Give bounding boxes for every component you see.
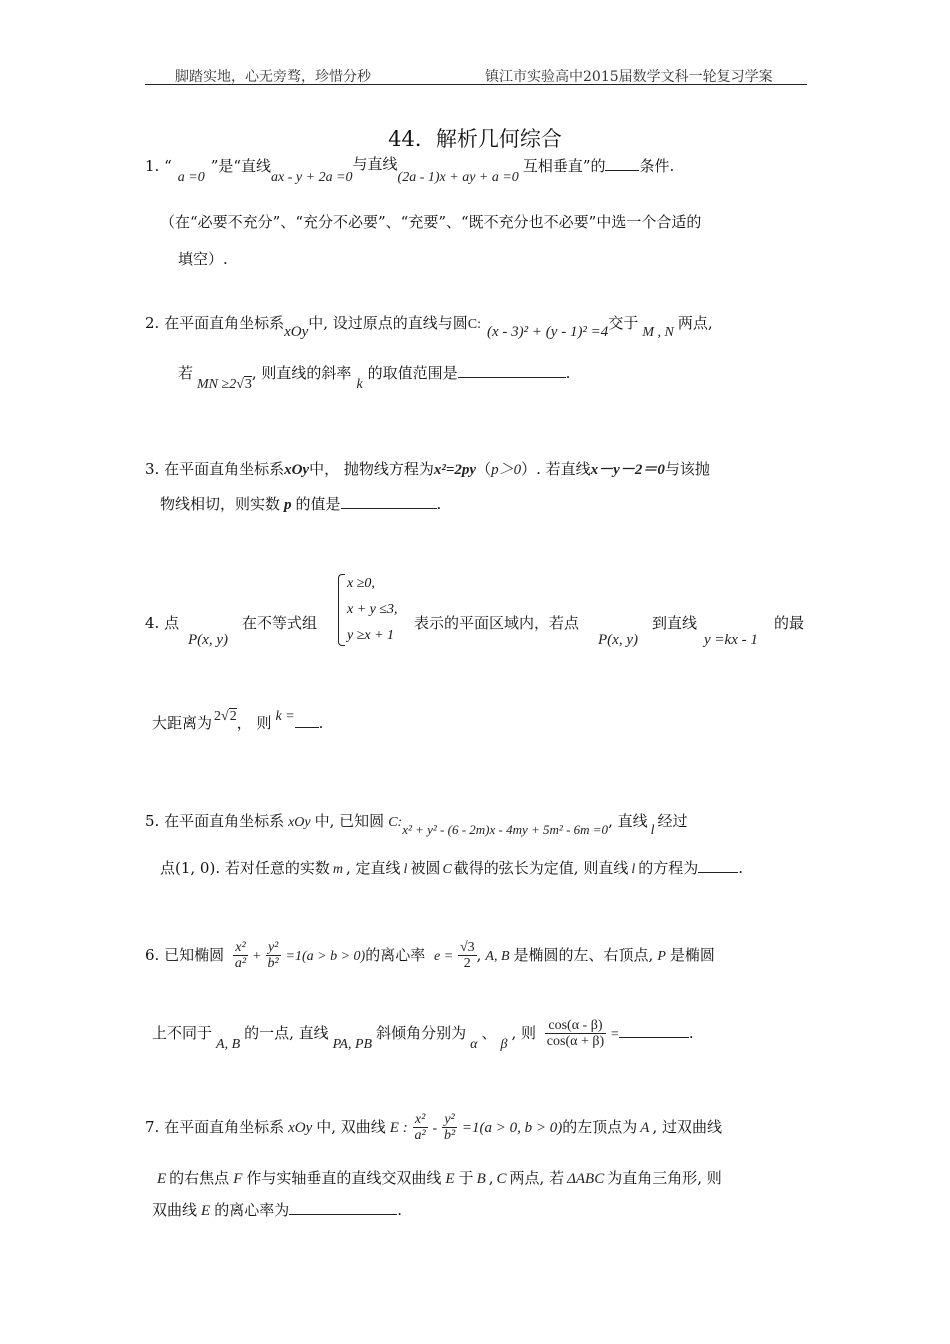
q1-line-eq-1: ax - y + 2a =0 — [271, 170, 353, 185]
q7-text: , 过双曲线 — [652, 1117, 723, 1136]
q5-m-symbol: m — [332, 862, 343, 877]
q6-answer-blank[interactable] — [619, 1025, 689, 1038]
q1-answer-blank[interactable] — [605, 158, 639, 171]
q1-condition: a =0 — [177, 170, 205, 185]
q6-text: , 则 — [511, 1023, 536, 1042]
q7-triangle: ΔABC — [567, 1171, 605, 1187]
q2-coord-system: xOy — [284, 324, 309, 340]
q3-text: ）. 若直线 — [521, 460, 591, 478]
q5-text: 的方程为 — [638, 859, 699, 877]
q1-text: 互相垂直”的 — [522, 157, 606, 175]
q5-text: 中, 已知圆 — [314, 812, 385, 830]
q6-frac-num: cos(α - β) — [545, 1018, 606, 1034]
q6-frac-num: √3 — [459, 940, 475, 955]
q4-text: 大距离为 — [152, 714, 213, 732]
q6-vertices: A, B — [485, 948, 510, 964]
q5-circle-equation: x² + y² - (6 - 2m)x - 4my + 5m² - 6m =0 — [402, 822, 609, 837]
q3-line2 — [160, 493, 441, 514]
q6-alpha: α — [470, 1036, 478, 1052]
q6-text: 6. 已知椭圆 — [145, 945, 225, 964]
q2-text: , 则直线的斜率 — [251, 364, 352, 382]
q6-beta: β — [500, 1036, 508, 1052]
q7-fraction-y — [442, 1112, 457, 1144]
q1-text: ”是“直线 — [210, 157, 272, 175]
q7-answer-blank[interactable] — [289, 1202, 397, 1215]
q6-fraction-ratio — [545, 1018, 606, 1050]
q5-text: 被圆 — [410, 859, 441, 877]
q3-text: 的值是 — [295, 495, 341, 513]
q1-number: 1. “ — [145, 157, 172, 175]
q7-text: , — [488, 1169, 494, 1187]
q5-line-symbol: l — [403, 862, 408, 877]
q7-line2 — [157, 1167, 722, 1188]
q7-frac-den: b² — [443, 1128, 456, 1144]
q3-condition: p＞0 — [491, 462, 522, 478]
q6-frac-den: a² — [234, 956, 247, 972]
q7-minus: - — [432, 1120, 438, 1136]
q2-text: 两点, — [677, 314, 713, 332]
q3-line1 — [145, 458, 710, 479]
q3-text: 中， 抛物线方程为 — [309, 460, 434, 478]
q6-frac-num: x² — [233, 940, 248, 956]
q6-text: 的离心率 — [365, 945, 426, 964]
q5-coord-system: xOy — [288, 815, 311, 830]
header-motto: 脚踏实地，心无旁骛，珍惜分秒 — [175, 69, 371, 85]
q7-frac-num: y² — [442, 1112, 457, 1128]
q6-plus: + — [252, 948, 261, 964]
q5-circle-name: C: — [388, 815, 403, 830]
q4-sqrt-icon: √ — [221, 709, 229, 724]
q6-frac-num: y² — [266, 940, 281, 956]
q7-text: 中, 双曲线 — [316, 1117, 386, 1136]
q6-frac-den: 2 — [463, 956, 471, 972]
q4-inequality-3: y ≥x + 1 — [347, 628, 395, 643]
q2-circle-equation: (x - 3)² + (y - 1)² =4 — [487, 324, 609, 340]
header-rule — [145, 84, 807, 85]
q3-answer-blank[interactable] — [341, 496, 437, 509]
q6-text: 的一点, 直线 — [244, 1023, 329, 1042]
q4-sqrt-value: 2 — [229, 709, 237, 724]
q6-lines: PA, PB — [332, 1036, 373, 1052]
q7-point-a: A — [640, 1119, 650, 1136]
q1-text: 与直线 — [352, 155, 398, 173]
q3-text: 与该抛 — [664, 460, 710, 478]
q4-inequality-1: x ≥0, — [347, 576, 375, 591]
q6-equals: = — [610, 1026, 619, 1042]
q7-text: 7. 在平面直角坐标系 — [145, 1117, 285, 1136]
q4-inequality-system — [338, 570, 398, 650]
q4-text: ， 则 — [236, 714, 272, 732]
q2-circle-name: C: — [467, 317, 482, 332]
q6-line1 — [145, 940, 715, 972]
q6-eccentricity: e = — [434, 948, 454, 964]
q5-text: 点(1, 0). 若对任意的实数 — [160, 859, 330, 877]
q7-hyperbola-symbol: E — [201, 1203, 211, 1219]
q5-text: 经过 — [657, 812, 688, 830]
q7-frac-num: x² — [413, 1112, 428, 1128]
header-school: 镇江市实验高中2015届数学文科一轮复习学案 — [485, 69, 773, 85]
q3-coord-system: xOy — [284, 462, 310, 478]
q7-hyperbola-symbol: E — [445, 1171, 455, 1187]
q3-line-equation: x－y－2＝0 — [590, 462, 665, 478]
q2-answer-blank[interactable] — [458, 365, 566, 378]
q7-hyperbola-rhs: =1(a > 0, b > 0) — [461, 1119, 563, 1136]
q6-line2 — [152, 1018, 694, 1050]
q7-point-b: B — [476, 1171, 486, 1187]
q6-text: 、 — [481, 1023, 497, 1042]
q1-line-eq-2: (2a - 1)x + ay + a =0 — [397, 170, 519, 185]
q5-line-symbol: l — [631, 862, 636, 877]
q7-text: 的右焦点 — [169, 1169, 230, 1187]
q2-line1 — [145, 312, 713, 340]
q4-text: 表示的平面区域内，若点 — [414, 614, 580, 632]
q5-line1 — [145, 810, 688, 838]
q6-fraction-e — [458, 940, 477, 972]
q2-text: 中, 设过原点的直线与圆 — [308, 314, 468, 332]
q5-line2 — [160, 857, 743, 878]
q2-text: 交于 — [608, 314, 639, 332]
q6-text: 上不同于 — [152, 1023, 213, 1042]
q4-text-start: 4. 点 — [145, 614, 180, 632]
q4-text: 在不等式组 — [242, 614, 318, 632]
q6-fraction-y — [266, 940, 281, 972]
page-title: 44．解析几何综合 — [388, 127, 562, 151]
q4-point: P(x, y) — [188, 632, 228, 648]
q2-text: 的取值范围是 — [367, 364, 458, 382]
q7-focus: F — [233, 1171, 243, 1187]
q6-text: 是椭圆的左、右顶点, — [513, 945, 654, 964]
q5-text: 截得的弦长为定值, 则直线 — [453, 859, 629, 877]
q6-text: . — [688, 1023, 694, 1042]
q4-k-symbol: k = — [275, 709, 295, 724]
q3-text: 物线相切，则实数 — [160, 495, 281, 513]
q1-note-2: 填空）. — [178, 250, 228, 268]
q3-text: （ — [476, 460, 492, 478]
q4-line-equation: y =kx - 1 — [704, 632, 758, 648]
q6-frac-den: b² — [267, 956, 279, 972]
q2-sqrt-icon: √ — [236, 377, 244, 392]
q6-text: , — [476, 945, 482, 964]
q3-parabola-equation: x²=2py — [433, 462, 477, 478]
q7-point-c: C — [496, 1171, 507, 1187]
q5-line-symbol: l — [650, 823, 655, 838]
q3-text: 3. 在平面直角坐标系 — [145, 460, 285, 478]
q7-coord-system: xOy — [288, 1119, 313, 1136]
q2-line2 — [178, 362, 571, 392]
q4-line2 — [152, 709, 324, 733]
q2-text: . — [565, 364, 571, 382]
q1-line1 — [145, 155, 675, 185]
q7-frac-den: a² — [414, 1128, 426, 1144]
q4-text: . — [318, 714, 324, 732]
q1-text: 条件. — [639, 157, 675, 175]
q5-answer-blank[interactable] — [698, 860, 738, 873]
q6-fraction-x — [233, 940, 248, 972]
q3-param-p: p — [284, 497, 292, 513]
q7-line1 — [145, 1112, 722, 1144]
q7-fraction-x — [413, 1112, 428, 1144]
q7-text: 为直角三角形, 则 — [607, 1169, 722, 1187]
q4-text: 的最 — [774, 614, 805, 632]
q7-text: 的左顶点为 — [562, 1117, 638, 1136]
q7-text: . — [397, 1201, 402, 1219]
q2-text: 若 — [178, 364, 194, 382]
q7-hyperbola-name: E : — [389, 1119, 408, 1136]
q7-text: 的离心率为 — [214, 1201, 290, 1219]
q2-chord-condition: MN ≥2 — [197, 377, 237, 392]
q5-text: . — [738, 859, 744, 877]
q2-points: M , N — [642, 325, 674, 340]
q1-note-1: （在“必要不充分”、“充分不必要”、“充要”、“既不充分也不必要”中选一个合适的 — [160, 213, 702, 231]
q6-vertices: A, B — [216, 1036, 241, 1052]
q6-text: 是椭圆 — [669, 945, 715, 964]
q5-text: , 直线 — [608, 812, 648, 830]
q7-text: 双曲线 — [152, 1201, 198, 1219]
q6-point-p: P — [657, 948, 666, 964]
q2-slope-symbol: k — [356, 377, 363, 392]
q5-text: , 定直线 — [346, 859, 401, 877]
q7-hyperbola-symbol: E — [157, 1171, 167, 1187]
q7-text: 两点, 若 — [509, 1169, 565, 1187]
q2-text: 2. 在平面直角坐标系 — [145, 314, 285, 332]
q4-point-2: P(x, y) — [598, 632, 638, 648]
q2-sqrt-value: 3 — [244, 377, 252, 392]
brace-icon — [338, 574, 345, 646]
q3-text: . — [436, 495, 442, 513]
q7-text: 作与实轴垂直的直线交双曲线 — [246, 1169, 442, 1187]
q6-frac-den: cos(α + β) — [546, 1034, 605, 1050]
q4-distance-coef: 2 — [214, 709, 222, 724]
q6-ellipse-rhs: =1(a > b > 0) — [285, 948, 366, 964]
q5-circle-symbol: C — [442, 862, 452, 877]
q7-text: 于 — [458, 1169, 474, 1187]
q4-text: 到直线 — [652, 614, 698, 632]
q4-answer-blank[interactable] — [295, 715, 319, 728]
q5-text: 5. 在平面直角坐标系 — [145, 812, 285, 830]
q4-inequality-2: x + y ≤3, — [347, 602, 398, 617]
q6-text: 斜倾角分别为 — [376, 1023, 467, 1042]
q7-line3 — [152, 1199, 402, 1220]
